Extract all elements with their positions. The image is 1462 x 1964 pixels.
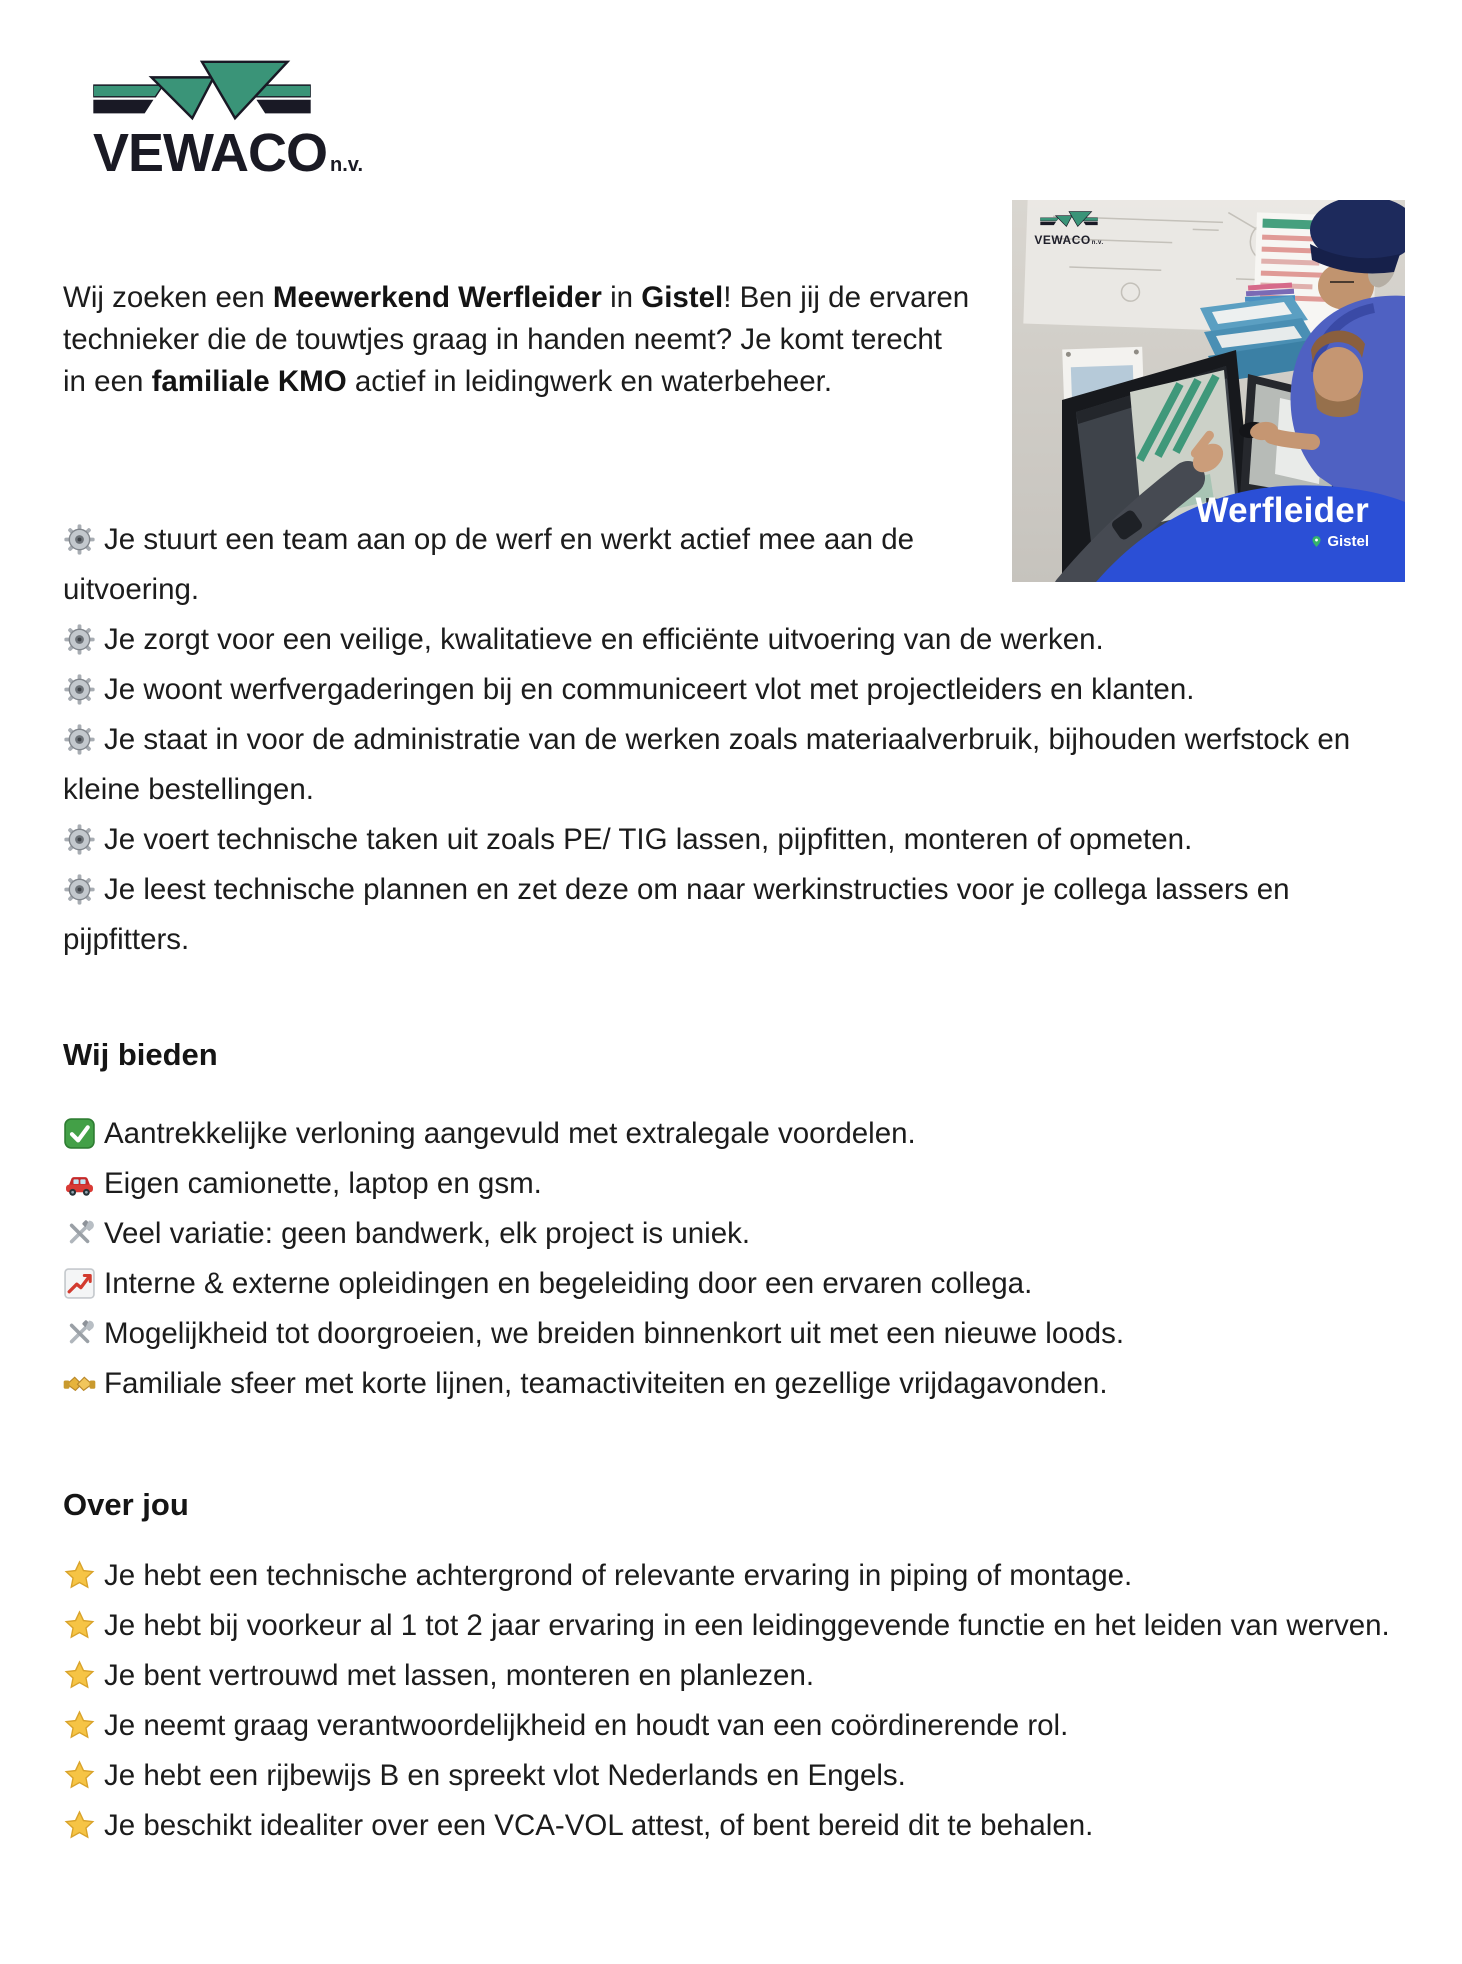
list-item: Eigen camionette, laptop en gsm. [63, 1159, 1405, 1209]
photo-job-title: Werfleider [1195, 491, 1369, 530]
logo-company-text: VEWACO [93, 123, 328, 183]
list-item: Familiale sfeer met korte lijnen, teamactiviteiten en gezellige vrijdagavonden. [63, 1359, 1405, 1409]
company-logo [93, 56, 363, 192]
photo-logo [1030, 210, 1108, 249]
list-item: Je hebt bij voorkeur al 1 tot 2 jaar ervaring in een leidinggevende functie en het leiden van werven. [63, 1601, 1405, 1651]
intro-paragraph: Wij zoeken een Meewerkend Werfleider in Gistel! Ben jij de ervaren technieker die de touwtjes graag in handen neemt? Je komt terecht in een familiale KMO actief in leidingwerk en waterbeheer. [63, 281, 970, 398]
list-item: Je zorgt voor een veilige, kwalitatieve en efficiënte uitvoering van de werken. [63, 615, 1405, 665]
gear-icon [63, 823, 96, 856]
location-pin-icon [1310, 535, 1323, 548]
list-item: Je hebt een technische achtergrond of relevante ervaring in piping of montage. [63, 1551, 1405, 1601]
gear-icon [63, 873, 96, 906]
logo-suffix: n.v. [330, 154, 363, 176]
star-icon [63, 1709, 96, 1742]
photo-logo-suffix: n.v. [1091, 240, 1104, 246]
tools-icon [63, 1217, 96, 1250]
photo-overlay [1195, 492, 1369, 550]
gear-icon [63, 623, 96, 656]
list-item: Aantrekkelijke verloning aangevuld met extralegale voordelen. [63, 1109, 1405, 1159]
handshake-icon [63, 1367, 96, 1400]
list-item: Je hebt een rijbewijs B en spreekt vlot Nederlands en Engels. [63, 1751, 1405, 1801]
car-icon [63, 1167, 96, 1200]
list-item: Je beschikt idealiter over een VCA-VOL attest, of bent bereid dit te behalen. [63, 1801, 1405, 1851]
tools-icon [63, 1317, 96, 1350]
list-item: Veel variatie: geen bandwerk, elk project is uniek. [63, 1209, 1405, 1259]
list-item: Je voert technische taken uit zoals PE/ TIG lassen, pijpfitten, monteren of opmeten. [63, 815, 1405, 865]
star-icon [63, 1809, 96, 1842]
star-icon [63, 1559, 96, 1592]
offer-heading: Wij bieden [63, 1037, 218, 1072]
photo-location-label: Gistel [1327, 533, 1369, 550]
chart-icon [63, 1267, 96, 1300]
list-item: Mogelijkheid tot doorgroeien, we breiden binnenkort uit met een nieuwe loods. [63, 1309, 1405, 1359]
photo-location [1195, 533, 1369, 550]
list-item: Je staat in voor de administratie van de werken zoals materiaalverbruik, bijhouden werfstock en kleine bestellingen. [63, 723, 1351, 806]
logo-wordmark [93, 123, 363, 192]
gear-icon [63, 673, 96, 706]
gear-icon [63, 523, 96, 556]
tasks-list [63, 515, 1405, 965]
list-item: Je leest technische plannen en zet deze om naar werkinstructies voor je collega lassers en pijpfitters. [63, 873, 1290, 956]
job-photo [1012, 200, 1405, 582]
list-item: Je stuurt een team aan op de werf en werkt actief mee aan de uitvoering. [63, 523, 915, 606]
list-item: Je bent vertrouwd met lassen, monteren en planlezen. [63, 1651, 1405, 1701]
star-icon [63, 1609, 96, 1642]
profile-heading: Over jou [63, 1487, 189, 1522]
star-icon [63, 1759, 96, 1792]
list-item: Interne & externe opleidingen en begeleiding door een ervaren collega. [63, 1259, 1405, 1309]
gear-icon [63, 723, 96, 756]
star-icon [63, 1659, 96, 1692]
photo-logo-text: VEWACO [1034, 233, 1091, 247]
photo-logo-emblem [1040, 210, 1098, 228]
logo-emblem [93, 56, 311, 124]
profile-list [63, 1551, 1405, 1851]
list-item: Je neemt graag verantwoordelijkheid en houdt van een coördinerende rol. [63, 1701, 1405, 1751]
offer-list [63, 1109, 1405, 1409]
list-item: Je woont werfvergaderingen bij en communiceert vlot met projectleiders en klanten. [63, 665, 1405, 715]
check-icon [63, 1117, 96, 1150]
